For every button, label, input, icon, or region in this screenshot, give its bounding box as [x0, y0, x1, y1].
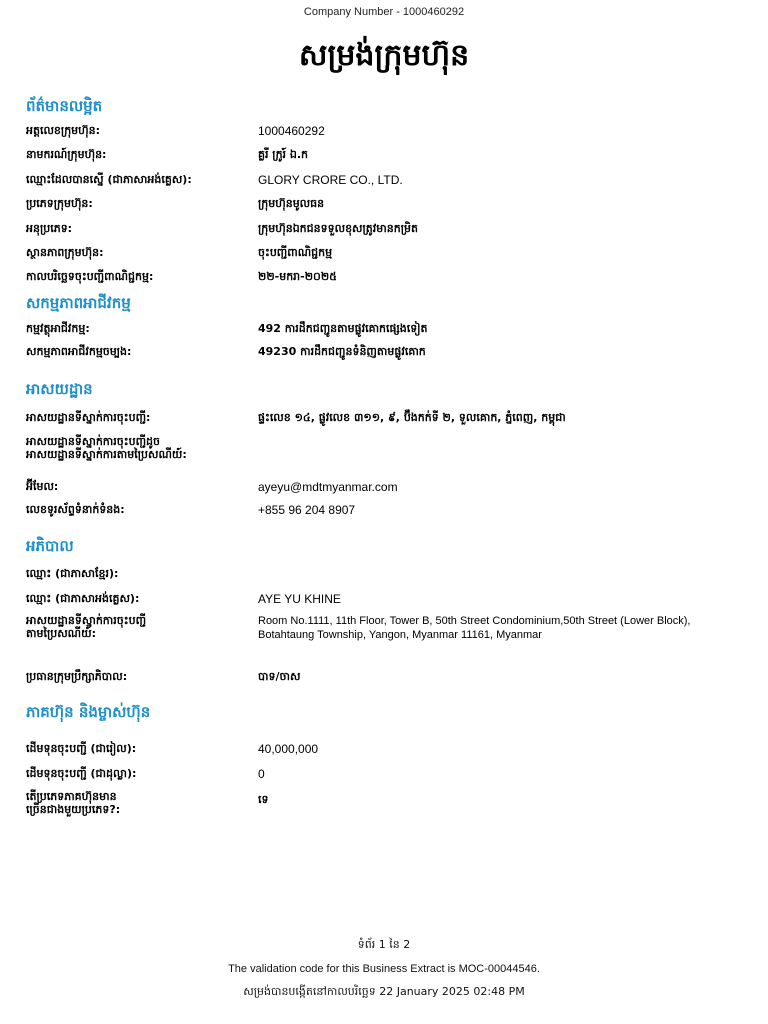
- value-company-id: 1000460292: [258, 124, 325, 138]
- value-board-chair: បាទ/ចាស: [258, 670, 301, 683]
- document-title: សម្រង់ក្រុមហ៊ុន: [298, 38, 470, 73]
- company-number: Company Number - 1000460292: [303, 6, 465, 18]
- label-postal-address: អាសយដ្ឋានទីស្នាក់ការចុះបញ្ជីដូច អាសយដ្ឋានទីស្នាក់ការតាមប្រៃសណីយ៍:: [26, 435, 187, 461]
- label-email: អ៊ីមែល:: [26, 480, 59, 493]
- value-company-status: ចុះបញ្ជីពាណិជ្ជកម្ម: [258, 246, 333, 259]
- section-heading-address: អាសយដ្ឋាន: [26, 380, 93, 398]
- label-multiple-share-types: តើប្រភេទភាគហ៊ុនមាន ច្រើនជាងមួយប្រភេទ?:: [26, 790, 121, 816]
- label-director-name-khmer: ឈ្មោះ (ជាភាសាខ្មែរ):: [26, 567, 119, 580]
- label-main-activity: សកម្មភាពអាជីវកម្មចម្បង:: [26, 345, 132, 358]
- label-company-type: ប្រភេទក្រុមហ៊ុន:: [26, 197, 93, 210]
- value-registration-date: ២២-មករា-២០២៥: [258, 270, 337, 283]
- section-heading-directors: អភិបាល: [26, 537, 74, 555]
- generated-timestamp: សម្រង់បានបង្កើតនៅកាលបរិច្ឆេទ 22 January 2025 02:48 PM: [243, 985, 525, 998]
- value-company-name: គ្លរី ក្រូរ៍ ឯ.ក: [258, 148, 309, 161]
- label-english-name: ឈ្មោះដែលបានស្នើ (ជាភាសាអង់គ្លេស):: [26, 173, 192, 186]
- label-phone: លេខទូរស័ព្ទទំនាក់ទំនង:: [26, 503, 125, 516]
- label-director-address: អាសយដ្ឋានទីស្នាក់ការចុះបញ្ជី តាមប្រៃសណីយ៍:: [26, 614, 147, 640]
- validation-code: The validation code for this Business Extract is MOC-00044546.: [228, 963, 540, 975]
- label-capital-riel: ដើមទុនចុះបញ្ជី (ជារៀល):: [26, 742, 137, 755]
- value-email: ayeyu@mdtmyanmar.com: [258, 480, 398, 494]
- section-heading-shareholders: ភាគហ៊ុន និងម្ចាស់ហ៊ុន: [26, 703, 151, 721]
- value-director-name-english: AYE YU KHINE: [258, 592, 341, 606]
- label-board-chair: ប្រធានក្រុមប្រឹក្សាភិបាល:: [26, 670, 128, 683]
- section-heading-business: សកម្មភាពអាជីវកម្ម: [26, 294, 131, 312]
- section-heading-general: ព័ត៌មានលម្អិត: [26, 97, 103, 115]
- label-registered-office: អាសយដ្ឋានទីស្នាក់ការចុះបញ្ជី:: [26, 411, 151, 424]
- label-business-objective: កម្មវត្ថុអាជីវកម្ម:: [26, 322, 90, 335]
- label-capital-dollar: ដើមទុនចុះបញ្ជី (ជាដុល្លា):: [26, 767, 137, 780]
- value-multiple-share-types: ទេ: [258, 793, 269, 806]
- value-company-type: ក្រុមហ៊ុនមូលធន: [258, 197, 325, 210]
- label-company-id: អត្តលេខក្រុមហ៊ុន:: [26, 124, 101, 137]
- label-registration-date: កាលបរិច្ឆេទចុះបញ្ជីពាណិជ្ជកម្ម:: [26, 270, 154, 283]
- label-company-name: នាមករណ៍ក្រុមហ៊ុន:: [26, 148, 107, 161]
- label-company-status: ស្ថានភាពក្រុមហ៊ុន:: [26, 246, 104, 259]
- value-capital-dollar: 0: [258, 767, 265, 781]
- value-phone: +855 96 204 8907: [258, 503, 356, 517]
- value-registered-office: ផ្ទះលេខ ១៤, ផ្លូវលេខ ៣១១, ៩, ប៊ឹងកក់ទី ២, ទួលគោក, ភ្នំពេញ, កម្ពុជា: [258, 411, 566, 424]
- page-number: ទំព័រ 1 នៃ 2: [357, 938, 411, 951]
- label-director-name-english: ឈ្មោះ (ជាភាសាអង់គ្លេស):: [26, 592, 140, 605]
- value-director-address: Room No.1111, 11th Floor, Tower B, 50th Street Condominium,50th Street (Lower Block), Botahtaung Township, Yangon, Myanmar 11161, Myanmar: [258, 615, 691, 641]
- label-sub-type: អនុប្រភេទ:: [26, 222, 73, 235]
- value-business-objective: 492 ការដឹកជញ្ជូនតាមផ្លូវគោកផ្សេងទៀត: [258, 322, 428, 335]
- value-sub-type: ក្រុមហ៊ុនឯកជនទទួលខុសត្រូវមានកម្រិត: [258, 222, 418, 235]
- value-english-name: GLORY CRORE CO., LTD.: [258, 173, 403, 187]
- value-capital-riel: 40,000,000: [258, 742, 319, 756]
- value-main-activity: 49230 ការដឹកជញ្ជូនទំនិញតាមផ្លូវគោក: [258, 345, 426, 358]
